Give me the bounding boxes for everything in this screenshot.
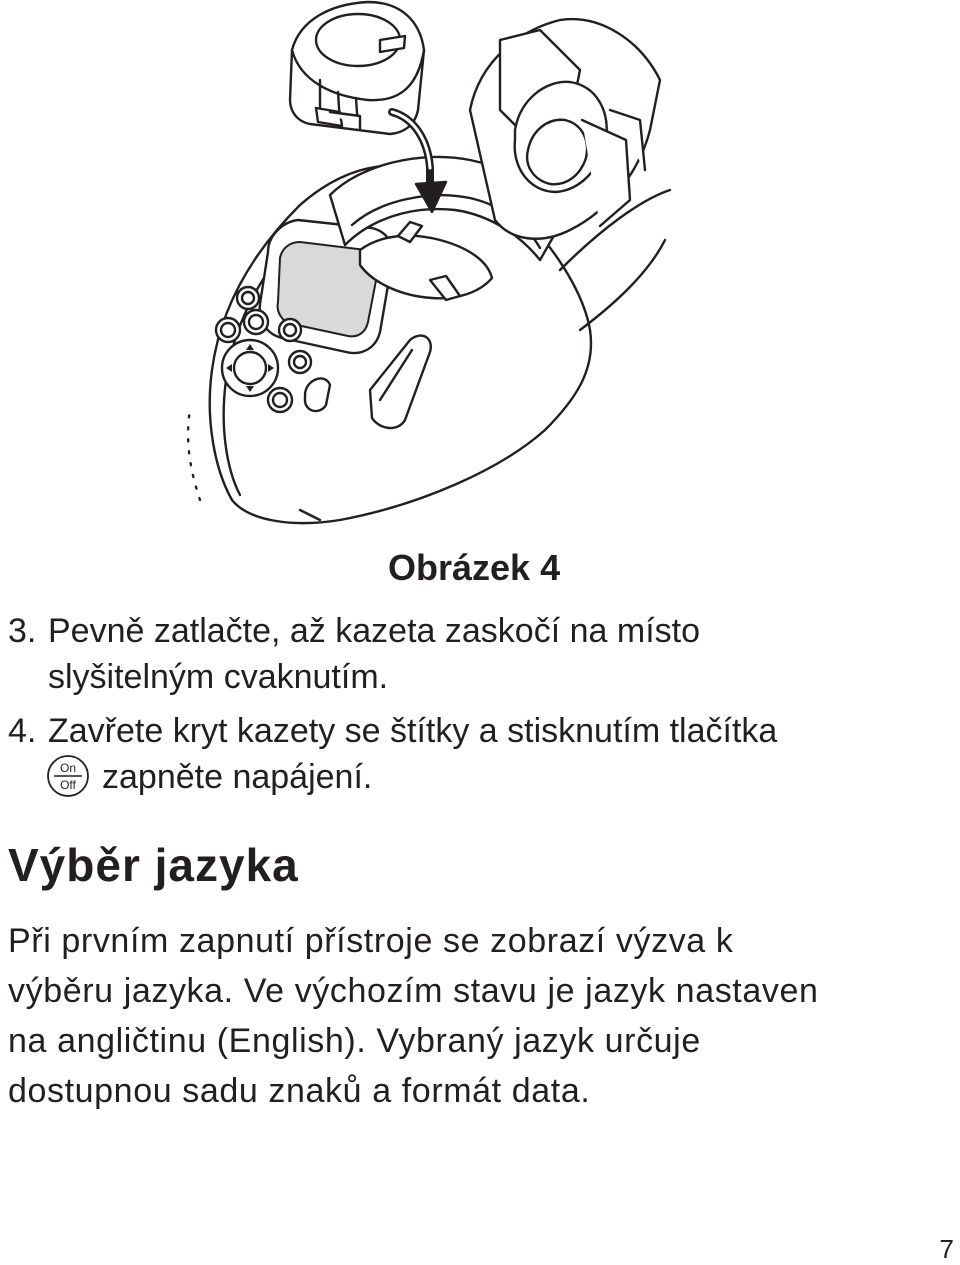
step-number: 4. (8, 712, 37, 750)
paragraph-line: Při prvním zapnutí přístroje se zobrazí výzva k (8, 922, 734, 960)
section-paragraph (8, 916, 953, 1116)
step-text-line: Zavřete kryt kazety se štítky a stisknutím tlačítka (48, 712, 778, 750)
on-label: On (59, 761, 77, 776)
off-label: Off (60, 778, 76, 793)
step-text-line-with-icon (48, 754, 948, 801)
step-text-line: Pevně zatlačte, až kazeta zaskočí na místo (48, 612, 700, 650)
label-maker-illustration (0, 0, 960, 540)
paragraph-line: dostupnou sadu znaků a formát data. (8, 1072, 591, 1110)
step-text-line: slyšitelným cvaknutím. (48, 658, 389, 696)
section-heading: Výběr jazyka (8, 839, 299, 891)
paragraph-line: na angličtinu (English). Vybraný jazyk určuje (8, 1022, 701, 1060)
step-text (48, 708, 948, 801)
page-number: 7 (939, 1234, 954, 1264)
paragraph-line: výběru jazyka. Ve výchozím stavu je jazyk nastaven (8, 972, 819, 1010)
step-number: 3. (8, 612, 37, 650)
cassette-lid (470, 19, 660, 239)
step-text-line: zapněte napájení. (102, 758, 373, 796)
figure-caption: Obrázek 4 (388, 547, 561, 588)
step-text (48, 608, 948, 700)
on-off-button-icon (46, 754, 90, 798)
